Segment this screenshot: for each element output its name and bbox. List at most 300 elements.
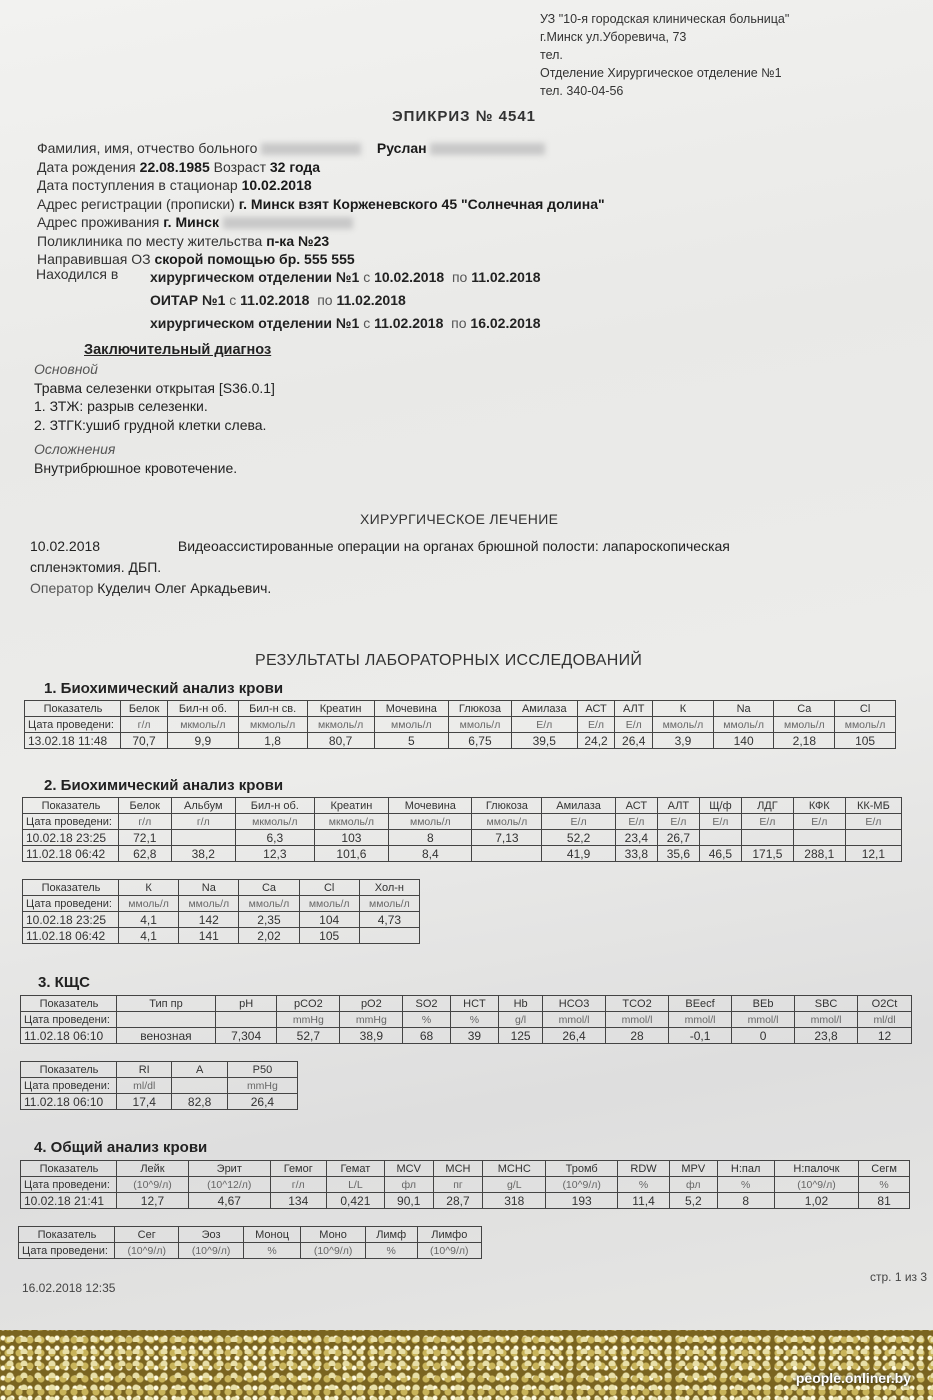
cell-value: 9,9 <box>168 733 239 749</box>
column-header: SBC <box>795 996 858 1012</box>
column-header: MCV <box>384 1161 433 1177</box>
stay-label: Находился в <box>36 266 119 282</box>
column-unit: mmol/l <box>732 1012 795 1028</box>
table-row <box>23 830 902 846</box>
column-unit <box>117 1012 216 1028</box>
cell-value: 5 <box>374 733 449 749</box>
column-unit: % <box>618 1177 670 1193</box>
patient-first-name: Руслан <box>376 140 427 156</box>
column-header: К <box>653 701 714 717</box>
hospital-phone-label: тел. <box>540 48 563 62</box>
column-header: Глюкоза <box>472 798 542 814</box>
cell-value: 288,1 <box>793 846 845 862</box>
column-header: pH <box>215 996 276 1012</box>
lab-table <box>22 879 420 944</box>
cell-value: 8 <box>717 1193 774 1209</box>
surgery-description: Видеоассистированные операции на органах брюшной полости: лапароскопическая <box>177 538 730 554</box>
row-date: 11.02.18 06:42 <box>23 928 119 944</box>
column-header: Амилаза <box>511 701 577 717</box>
birth-date: 22.08.1985 <box>139 158 210 175</box>
cell-value: 7,13 <box>472 830 542 846</box>
row-date: 11.02.18 06:10 <box>21 1094 117 1110</box>
row-label-indicator: Показатель <box>21 1161 117 1177</box>
column-header: Сег <box>115 1227 179 1243</box>
section-title: 2. Биохимический анализ крови <box>44 777 284 794</box>
column-unit: % <box>403 1012 450 1028</box>
column-header: АСТ <box>577 701 615 717</box>
column-unit: г/л <box>171 814 235 830</box>
main-diagnosis-label: Основной <box>34 361 98 377</box>
column-header: Хол-н <box>359 880 419 896</box>
section-title: 4. Общий анализ крови <box>34 1139 208 1156</box>
cell-value: 4,73 <box>359 912 419 928</box>
column-header: P50 <box>227 1062 297 1078</box>
table-row <box>21 1193 910 1209</box>
row-date: 11.02.18 06:10 <box>21 1028 117 1044</box>
cell-value: 318 <box>483 1193 546 1209</box>
header-row <box>23 798 902 814</box>
column-unit: Е/л <box>615 814 657 830</box>
column-header: Бил-н об. <box>236 798 315 814</box>
surgery-block <box>30 536 730 599</box>
cell-value: 12,3 <box>236 846 315 862</box>
cell-value: 3,9 <box>653 733 714 749</box>
row-date: 11.02.18 06:42 <box>23 846 119 862</box>
column-header: Мочевина <box>389 798 472 814</box>
background-surface <box>0 1330 933 1400</box>
column-unit: (10^9/л) <box>179 1243 243 1259</box>
column-unit: ммоль/л <box>713 717 774 733</box>
column-unit: ммоль/л <box>179 896 239 912</box>
column-unit: (10^9/л) <box>546 1177 618 1193</box>
column-unit: ммоль/л <box>239 896 299 912</box>
units-row <box>21 1078 298 1094</box>
cell-value: 12 <box>858 1028 912 1044</box>
cell-value: 41,9 <box>542 846 616 862</box>
clinic-value: п-ка №23 <box>266 232 330 249</box>
column-unit: mmHg <box>340 1012 403 1028</box>
column-header: Альбум <box>171 798 235 814</box>
column-header: Бил-н об. <box>168 701 239 717</box>
cell-value: 26,4 <box>615 733 653 749</box>
column-header: К <box>119 880 179 896</box>
cell-value: 171,5 <box>741 846 793 862</box>
column-header: MCHC <box>483 1161 546 1177</box>
column-header: SO2 <box>403 996 450 1012</box>
column-unit: ммоль/л <box>774 717 835 733</box>
column-header: Лейк <box>117 1161 189 1177</box>
units-row <box>25 717 896 733</box>
column-unit: (10^9/л) <box>301 1243 365 1259</box>
column-header: Гемог <box>270 1161 326 1177</box>
table-row <box>21 1094 298 1110</box>
cell-value: 101,6 <box>314 846 389 862</box>
stay-row: хирургическом отделении №1 с 10.02.2018 по 11.02.2018 <box>150 269 541 285</box>
row-label-date: Цата проведени: <box>23 896 119 912</box>
cell-value: 104 <box>299 912 359 928</box>
column-unit: Е/л <box>845 814 901 830</box>
department-phone: тел. 340-04-56 <box>540 84 624 98</box>
table-row <box>23 928 420 944</box>
column-header: КФК <box>793 798 845 814</box>
cell-value <box>699 830 741 846</box>
column-unit: (10^9/л) <box>117 1177 189 1193</box>
column-header: Эоз <box>179 1227 243 1243</box>
stay-row: хирургическом отделении №1 с 11.02.2018 по 16.02.2018 <box>150 315 541 331</box>
column-unit: (10^9/л) <box>115 1243 179 1259</box>
column-unit: g/l <box>499 1012 543 1028</box>
cell-value: 17,4 <box>117 1094 172 1110</box>
cell-value: венозная <box>117 1028 216 1044</box>
header-row <box>23 880 420 896</box>
cell-value: 38,2 <box>171 846 235 862</box>
column-header: Н:пал <box>717 1161 774 1177</box>
cell-value: 0 <box>732 1028 795 1044</box>
column-header: АЛТ <box>657 798 699 814</box>
column-unit: mmol/l <box>606 1012 669 1028</box>
row-label-date: Цата проведени: <box>19 1243 115 1259</box>
cell-value: 35,6 <box>657 846 699 862</box>
cell-value: 70,7 <box>121 733 168 749</box>
column-header: Креатин <box>314 798 389 814</box>
cell-value: 140 <box>713 733 774 749</box>
surgery-date: 10.02.2018 <box>30 538 101 554</box>
row-date: 13.02.18 11:48 <box>25 733 121 749</box>
cell-value: 68 <box>403 1028 450 1044</box>
column-header: Сегм <box>859 1161 910 1177</box>
cell-value: 23,4 <box>615 830 657 846</box>
cell-value: 1,02 <box>774 1193 858 1209</box>
column-unit: г/л <box>119 814 172 830</box>
cell-value: 141 <box>179 928 239 944</box>
column-unit: мкмоль/л <box>236 814 315 830</box>
header-row <box>19 1227 482 1243</box>
hospital-address: г.Минск ул.Уборевича, 73 <box>540 30 687 44</box>
column-header: Cl <box>299 880 359 896</box>
hospital-name: УЗ "10-я городская клиническая больница" <box>540 12 790 26</box>
row-label-date: Цата проведени: <box>21 1078 117 1094</box>
row-label-date: Цата проведени: <box>21 1177 117 1193</box>
cell-value: 26,4 <box>543 1028 606 1044</box>
column-unit: ммоль/л <box>389 814 472 830</box>
operator-name: Куделич Олег Аркадьевич. <box>97 580 272 596</box>
cell-value: 52,7 <box>277 1028 340 1044</box>
column-header: MCH <box>433 1161 483 1177</box>
section-title: 3. КЩС <box>38 974 90 991</box>
column-unit: ммоль/л <box>119 896 179 912</box>
column-header: pCO2 <box>277 996 340 1012</box>
cell-value: 125 <box>499 1028 543 1044</box>
column-header: MPV <box>669 1161 717 1177</box>
row-date: 10.02.18 23:25 <box>23 830 119 846</box>
page-number: стр. 1 из 3 <box>870 1270 928 1284</box>
diagnosis-item: 2. ЗТГК:ушиб грудной клетки слева. <box>34 416 267 433</box>
header-row <box>21 1161 910 1177</box>
table-row <box>23 912 420 928</box>
column-header: Бил-н св. <box>238 701 307 717</box>
cell-value: 26,4 <box>227 1094 297 1110</box>
column-unit: % <box>243 1243 301 1259</box>
surgery-description-cont: спленэктомия. ДБП. <box>30 559 162 575</box>
units-row <box>21 1012 912 1028</box>
birth-label: Дата рождения <box>37 158 136 175</box>
table-row <box>23 846 902 862</box>
column-unit: г/л <box>270 1177 326 1193</box>
lab-table <box>20 1061 298 1110</box>
column-unit: мкмоль/л <box>307 717 374 733</box>
column-unit: (10^9/л) <box>774 1177 858 1193</box>
cell-value <box>171 830 235 846</box>
units-row <box>19 1243 482 1259</box>
cell-value: 142 <box>179 912 239 928</box>
row-date: 10.02.18 21:41 <box>21 1193 117 1209</box>
patient-info <box>37 139 605 269</box>
cell-value: 80,7 <box>307 733 374 749</box>
document-title: ЭПИКРИЗ № 4541 <box>392 108 536 125</box>
column-header: Лимфо <box>417 1227 481 1243</box>
operator-label: Оператор <box>30 580 94 596</box>
row-label-indicator: Показатель <box>21 1062 117 1078</box>
column-unit: ml/dl <box>117 1078 172 1094</box>
lab-table <box>22 797 902 862</box>
cell-value: 4,67 <box>188 1193 270 1209</box>
column-unit: mmHg <box>277 1012 340 1028</box>
column-unit: g/L <box>483 1177 546 1193</box>
clinic-label: Поликлиника по месту жительства <box>37 232 263 249</box>
column-header: Гемат <box>326 1161 384 1177</box>
referral-value: скорой помощью бр. 555 555 <box>154 251 355 267</box>
complications-label: Осложнения <box>34 441 116 457</box>
cell-value <box>359 928 419 944</box>
column-header: Na <box>713 701 774 717</box>
header-row <box>21 1062 298 1078</box>
cell-value: 33,8 <box>615 846 657 862</box>
column-header: TCO2 <box>606 996 669 1012</box>
cell-value: 46,5 <box>699 846 741 862</box>
column-unit: ммоль/л <box>299 896 359 912</box>
column-unit: Е/л <box>699 814 741 830</box>
section-title: 1. Биохимический анализ крови <box>44 680 284 697</box>
column-header: RI <box>117 1062 172 1078</box>
cell-value <box>845 830 901 846</box>
cell-value: 23,8 <box>795 1028 858 1044</box>
column-header: Тип пр <box>117 996 216 1012</box>
admission-date: 10.02.2018 <box>241 177 312 193</box>
cell-value: 39 <box>450 1028 498 1044</box>
column-unit: Е/л <box>511 717 577 733</box>
lab-table <box>18 1226 482 1259</box>
cell-value: 28 <box>606 1028 669 1044</box>
row-date: 10.02.18 23:25 <box>23 912 119 928</box>
column-unit: мкмоль/л <box>314 814 389 830</box>
column-unit: mmol/l <box>795 1012 858 1028</box>
column-unit: Е/л <box>793 814 845 830</box>
column-unit: фл <box>669 1177 717 1193</box>
redacted-address <box>223 217 353 229</box>
cell-value: 105 <box>299 928 359 944</box>
cell-value: 6,75 <box>449 733 512 749</box>
column-unit: mmol/l <box>669 1012 732 1028</box>
table-row <box>21 1028 912 1044</box>
column-header: АЛТ <box>615 701 653 717</box>
stay-row: ОИТАР №1 с 11.02.2018 по 11.02.2018 <box>150 292 406 308</box>
cell-value: 7,304 <box>215 1028 276 1044</box>
cell-value <box>741 830 793 846</box>
column-unit: пг <box>433 1177 483 1193</box>
table-row <box>25 733 896 749</box>
cell-value: 103 <box>314 830 389 846</box>
column-header: Ca <box>239 880 299 896</box>
column-header: Ca <box>774 701 835 717</box>
cell-value: 2,18 <box>774 733 835 749</box>
column-unit: мкмоль/л <box>238 717 307 733</box>
cell-value: 39,5 <box>511 733 577 749</box>
cell-value: 0,421 <box>326 1193 384 1209</box>
column-header: BEb <box>732 996 795 1012</box>
column-header: АСТ <box>615 798 657 814</box>
column-unit: Е/л <box>657 814 699 830</box>
cell-value: 62,8 <box>119 846 172 862</box>
column-unit: % <box>450 1012 498 1028</box>
age-label: Возраст <box>213 158 266 175</box>
column-unit: Е/л <box>577 717 615 733</box>
cell-value: 12,7 <box>117 1193 189 1209</box>
column-header: HCT <box>450 996 498 1012</box>
diagnosis-heading: Заключительный диагноз <box>84 342 272 358</box>
cell-value <box>793 830 845 846</box>
header-row <box>25 701 896 717</box>
cell-value: 193 <box>546 1193 618 1209</box>
column-unit: ммоль/л <box>374 717 449 733</box>
column-unit: mmol/l <box>543 1012 606 1028</box>
redacted-surname <box>261 143 361 155</box>
column-unit: ммоль/л <box>472 814 542 830</box>
column-header: Амилаза <box>542 798 616 814</box>
hospital-department: Отделение Хирургическое отделение №1 <box>540 66 782 80</box>
column-header: HCO3 <box>543 996 606 1012</box>
cell-value: 134 <box>270 1193 326 1209</box>
column-header: O2Ct <box>858 996 912 1012</box>
column-header: Моно <box>301 1227 365 1243</box>
column-header: Белок <box>119 798 172 814</box>
complications: Внутрибрюшное кровотечение. <box>34 459 238 476</box>
cell-value: -0,1 <box>669 1028 732 1044</box>
column-header: A <box>172 1062 227 1078</box>
row-label-indicator: Показатель <box>19 1227 115 1243</box>
units-row <box>23 814 902 830</box>
admission-label: Дата поступления в стационар <box>37 177 238 193</box>
column-unit: (10^9/л) <box>417 1243 481 1259</box>
main-diagnosis: Травма селезенки открытая [S36.0.1] <box>34 379 275 396</box>
column-header: Тромб <box>546 1161 618 1177</box>
cell-value: 4,1 <box>119 928 179 944</box>
cell-value: 82,8 <box>172 1094 227 1110</box>
row-label-date: Цата проведени: <box>21 1012 117 1028</box>
column-unit: мкмоль/л <box>168 717 239 733</box>
column-header: Моноц <box>243 1227 301 1243</box>
cell-value: 26,7 <box>657 830 699 846</box>
lab-table <box>24 700 896 749</box>
column-header: RDW <box>618 1161 670 1177</box>
stay-periods <box>150 266 541 335</box>
row-label-indicator: Показатель <box>25 701 121 717</box>
column-unit: ml/dl <box>858 1012 912 1028</box>
cell-value: 12,1 <box>845 846 901 862</box>
cell-value: 8,4 <box>389 846 472 862</box>
column-header: Cl <box>835 701 896 717</box>
column-unit: mmHg <box>227 1078 297 1094</box>
column-unit: % <box>859 1177 910 1193</box>
cell-value: 28,7 <box>433 1193 483 1209</box>
row-label-date: Цата проведени: <box>23 814 119 830</box>
lab-table <box>20 1160 910 1209</box>
column-unit: ммоль/л <box>359 896 419 912</box>
column-unit: % <box>717 1177 774 1193</box>
cell-value: 72,1 <box>119 830 172 846</box>
cell-value: 8 <box>389 830 472 846</box>
row-label-indicator: Показатель <box>21 996 117 1012</box>
column-unit: (10^12/л) <box>188 1177 270 1193</box>
column-unit: ммоль/л <box>835 717 896 733</box>
cell-value: 81 <box>859 1193 910 1209</box>
hospital-header <box>540 10 789 100</box>
header-row <box>21 996 912 1012</box>
cell-value: 1,8 <box>238 733 307 749</box>
column-header: Креатин <box>307 701 374 717</box>
name-label: Фамилия, имя, отчество больного <box>37 140 258 156</box>
row-label-indicator: Показатель <box>23 798 119 814</box>
cell-value: 105 <box>835 733 896 749</box>
cell-value: 52,2 <box>542 830 616 846</box>
cell-value: 38,9 <box>340 1028 403 1044</box>
row-label-date: Цата проведени: <box>25 717 121 733</box>
column-unit: ммоль/л <box>449 717 512 733</box>
column-unit: Е/л <box>615 717 653 733</box>
column-header: КК-МБ <box>845 798 901 814</box>
residence-address: г. Минск <box>163 214 219 230</box>
cell-value: 5,2 <box>669 1193 717 1209</box>
column-header: Hb <box>499 996 543 1012</box>
cell-value: 90,1 <box>384 1193 433 1209</box>
diagnosis-item: 1. ЗТЖ: разрыв селезенки. <box>34 398 208 414</box>
column-header: pO2 <box>340 996 403 1012</box>
lab-table <box>20 995 912 1044</box>
column-header: Н:палочк <box>774 1161 858 1177</box>
row-label-indicator: Показатель <box>23 880 119 896</box>
cell-value: 2,35 <box>239 912 299 928</box>
column-unit: г/л <box>121 717 168 733</box>
units-row <box>23 896 420 912</box>
column-unit: % <box>365 1243 417 1259</box>
cell-value: 11,4 <box>618 1193 670 1209</box>
column-header: Белок <box>121 701 168 717</box>
redacted-patronymic <box>430 143 545 155</box>
column-header: ЛДГ <box>741 798 793 814</box>
column-header: Лимф <box>365 1227 417 1243</box>
diagnosis-block <box>34 360 275 477</box>
age-value: 32 года <box>269 158 321 175</box>
column-header: Мочевина <box>374 701 449 717</box>
cell-value: 2,02 <box>239 928 299 944</box>
cell-value: 6,3 <box>236 830 315 846</box>
column-unit <box>172 1078 227 1094</box>
column-unit: фл <box>384 1177 433 1193</box>
column-header: BEecf <box>669 996 732 1012</box>
column-header: Na <box>179 880 239 896</box>
cell-value <box>472 846 542 862</box>
surgery-heading: ХИРУРГИЧЕСКОЕ ЛЕЧЕНИЕ <box>360 511 559 527</box>
cell-value: 4,1 <box>119 912 179 928</box>
